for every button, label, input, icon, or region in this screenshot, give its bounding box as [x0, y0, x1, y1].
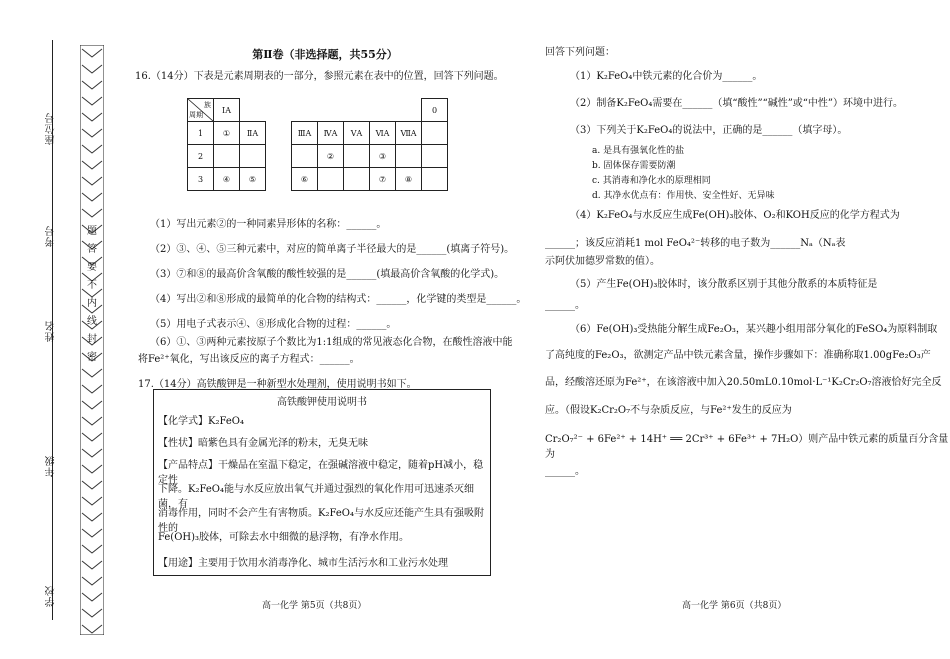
- element-cell: [292, 145, 318, 168]
- chevron-mark: [82, 625, 102, 633]
- q17-6c: 品，经酸溶还原为Fe²⁺，在该溶液中加入20.50mL0.10mol·L⁻¹K₂Cr₂O₇溶液恰好完全反: [545, 377, 942, 388]
- chevron-mark: [82, 609, 102, 617]
- chevron-mark: [82, 529, 102, 537]
- seal-char: 内: [87, 298, 97, 309]
- q17-2: （2）制备K₂FeO₄需要在______（填“酸性”“碱性”或“中性”）环境中进行。: [570, 98, 904, 109]
- seal-char: 答: [87, 244, 97, 255]
- q16-5: （5）用电子式表示④、⑧形成化合物的过程：______。: [150, 319, 397, 330]
- period-cell: 3: [188, 168, 214, 191]
- page-footer-right: 高一化学 第6页（共8页）: [682, 601, 787, 611]
- manual-property: 【性状】暗紫色具有金属光泽的粉末，无臭无味: [158, 438, 368, 449]
- element-cell: [344, 145, 370, 168]
- seal-char: 不: [87, 280, 97, 291]
- element-cell: [214, 145, 240, 168]
- group-header: ⅡA: [240, 122, 266, 145]
- q17-3-option-c: c. 其消毒和净化水的原理相同: [592, 176, 711, 186]
- chevron-mark: [82, 433, 102, 441]
- q17-4b: ______；该反应消耗1 mol FeO₄²⁻转移的电子数为______Nₐ（Nₐ表: [545, 238, 846, 249]
- chevron-mark: [82, 65, 102, 73]
- element-cell: [396, 145, 422, 168]
- element-cell: [422, 145, 448, 168]
- q17-6b: 了高纯度的Fe₂O₃，欲测定产品中铁元素含量，操作步骤如下：准确称取1.00gFe₂O₃产: [545, 350, 931, 361]
- chevron-mark: [82, 161, 102, 169]
- seal-char: 密: [87, 352, 97, 363]
- table-corner: 族 周期: [188, 99, 214, 122]
- chevron-mark: [82, 449, 102, 457]
- chevron-mark: [82, 113, 102, 121]
- q16-6a: （6）①、③两种元素按原子个数比为1:1组成的常见液态化合物，在酸性溶液中能: [150, 337, 513, 348]
- q17-intro: 17.（14分）高铁酸钾是一种新型水处理剂，使用说明书如下。: [138, 379, 417, 390]
- chevron-mark: [82, 497, 102, 505]
- seal-char: 要: [87, 262, 97, 273]
- chevron-mark: [82, 129, 102, 137]
- section-title: 第Ⅱ卷（非选择题，共55分）: [252, 48, 398, 61]
- q17-6d: 应。（假设K₂Cr₂O₇不与杂质反应，与Fe²⁺发生的反应为: [545, 405, 792, 416]
- q17-6e: Cr₂O₇²⁻ + 6Fe²⁺ + 14H⁺ ══ 2Cr³⁺ + 6Fe³⁺ + 7H₂O）则产品中铁元素的质量百分含量为: [545, 434, 949, 460]
- school-label: 学校: [46, 585, 57, 607]
- chevron-mark: [82, 561, 102, 569]
- group-header: ⅣA: [318, 122, 344, 145]
- element-cell: ④: [214, 168, 240, 191]
- q17-4a: （4）K₂FeO₄与水反应生成Fe(OH)₃胶体、O₂和KOH反应的化学方程式为: [570, 210, 900, 221]
- seat-number-label: 座位号: [46, 112, 57, 145]
- seal-char: 线: [87, 316, 97, 327]
- q17-3-option-b: b. 固体保存需要防潮: [592, 161, 676, 171]
- chevron-mark: [82, 481, 102, 489]
- chevron-mark: [82, 97, 102, 105]
- page-5: [135, 0, 515, 82]
- q17-5b: ______。: [545, 300, 585, 311]
- product-manual-box: [153, 389, 491, 576]
- manual-feature-3: 消毒作用，同时不会产生有害物质。K₂FeO₄与水反应还能产生具有强吸附性的: [158, 508, 484, 534]
- period-cell: 1: [188, 122, 214, 145]
- group-header: ⅥA: [370, 122, 396, 145]
- element-cell: ⑤: [240, 168, 266, 191]
- chevron-mark: [82, 369, 102, 377]
- element-cell: [422, 122, 448, 145]
- manual-title: 高铁酸钾使用说明书: [277, 397, 367, 408]
- chevron-mark: [82, 593, 102, 601]
- q17-5a: （5）产生Fe(OH)₃胶体时，该分散系区别于其他分散系的本质特征是: [570, 279, 878, 290]
- chevron-mark: [82, 513, 102, 521]
- q16-6b: 将Fe²⁺氧化，写出该反应的离子方程式：______。: [138, 354, 360, 365]
- chevron-mark: [82, 545, 102, 553]
- chevron-mark: [82, 577, 102, 585]
- period-cell: 2: [188, 145, 214, 168]
- chevron-mark: [82, 81, 102, 89]
- q17-6a: （6）Fe(OH)₃受热能分解生成Fe₂O₃，某兴趣小组用部分氧化的FeSO₄为原料制取: [570, 324, 938, 335]
- seal-char: 封: [87, 334, 97, 345]
- exam-number-label: 考号: [46, 225, 57, 247]
- q16-1: （1）写出元素②的一种同素异形体的名称：______。: [150, 219, 387, 230]
- q16-4: （4）写出②和⑧形成的最简单的化合物的结构式：______，化学键的类型是______。: [150, 294, 527, 305]
- chevron-mark: [82, 401, 102, 409]
- right-intro: 回答下列问题：: [545, 47, 615, 58]
- periodic-table: [187, 98, 448, 191]
- group-header: ⅠA: [214, 99, 240, 122]
- element-cell: [240, 145, 266, 168]
- q17-4c: 示阿伏加德罗常数的值）。: [545, 256, 660, 267]
- element-cell: ①: [214, 122, 240, 145]
- chevron-mark: [82, 417, 102, 425]
- q16-3: （3）⑦和⑧的最高价含氧酸的酸性较强的是______(填最高价含氧酸的化学式)。: [150, 269, 505, 280]
- manual-feature-2: 下降。K₂FeO₄能与水反应放出氧气并通过强烈的氧化作用可迅速杀灭细菌，有: [158, 484, 474, 510]
- q16-intro: 16.（14分）下表是元素周期表的一部分，参照元素在表中的位置，回答下列问题。: [135, 71, 504, 82]
- q17-3: （3）下列关于K₂FeO₄的说法中，正确的是______（填字母）。: [570, 125, 848, 136]
- seal-char: 题: [87, 226, 97, 237]
- group-header: 0: [422, 99, 448, 122]
- q17-3-option-d: d. 其净水优点有：作用快、安全性好、无异味: [592, 191, 775, 201]
- element-cell: ⑥: [292, 168, 318, 191]
- element-cell: ⑧: [396, 168, 422, 191]
- chevron-mark: [82, 193, 102, 201]
- manual-formula: 【化学式】K₂FeO₄: [158, 416, 244, 427]
- group-header: ⅤA: [344, 122, 370, 145]
- chevron-mark: [82, 465, 102, 473]
- element-cell: [318, 168, 344, 191]
- manual-usage: 【用途】主要用于饮用水消毒净化、城市生活污水和工业污水处理: [158, 558, 448, 569]
- q17-6f: ______。: [545, 466, 585, 477]
- q17-3-option-a: a. 是具有强氧化性的盐: [592, 146, 685, 156]
- binding-strip: [0, 0, 118, 659]
- chevron-mark: [82, 177, 102, 185]
- page-footer-left: 高一化学 第5页（共8页）: [262, 601, 367, 611]
- element-cell: ⑦: [370, 168, 396, 191]
- element-cell: ③: [370, 145, 396, 168]
- chevron-mark: [82, 209, 102, 217]
- manual-feature-4: Fe(OH)₃胶体，可除去水中细微的悬浮物，有净水作用。: [158, 532, 410, 543]
- chevron-mark: [82, 49, 102, 57]
- group-header: ⅢA: [292, 122, 318, 145]
- q17-1: （1）K₂FeO₄中铁元素的化合价为______。: [570, 71, 763, 82]
- manual-feature-1: 【产品特点】干燥品在室温下稳定，在强碱溶液中稳定，随着pH减小，稳定性: [158, 460, 484, 486]
- chevron-mark: [82, 385, 102, 393]
- element-cell: [422, 168, 448, 191]
- grade-label: 年级: [46, 455, 57, 477]
- name-label: 姓名: [46, 320, 57, 342]
- element-cell: ②: [318, 145, 344, 168]
- element-cell: [344, 168, 370, 191]
- group-header: ⅦA: [396, 122, 422, 145]
- q16-2: （2）③、④、⑤三种元素中，对应的简单离子半径最大的是______(填离子符号)。: [150, 244, 515, 255]
- chevron-mark: [82, 145, 102, 153]
